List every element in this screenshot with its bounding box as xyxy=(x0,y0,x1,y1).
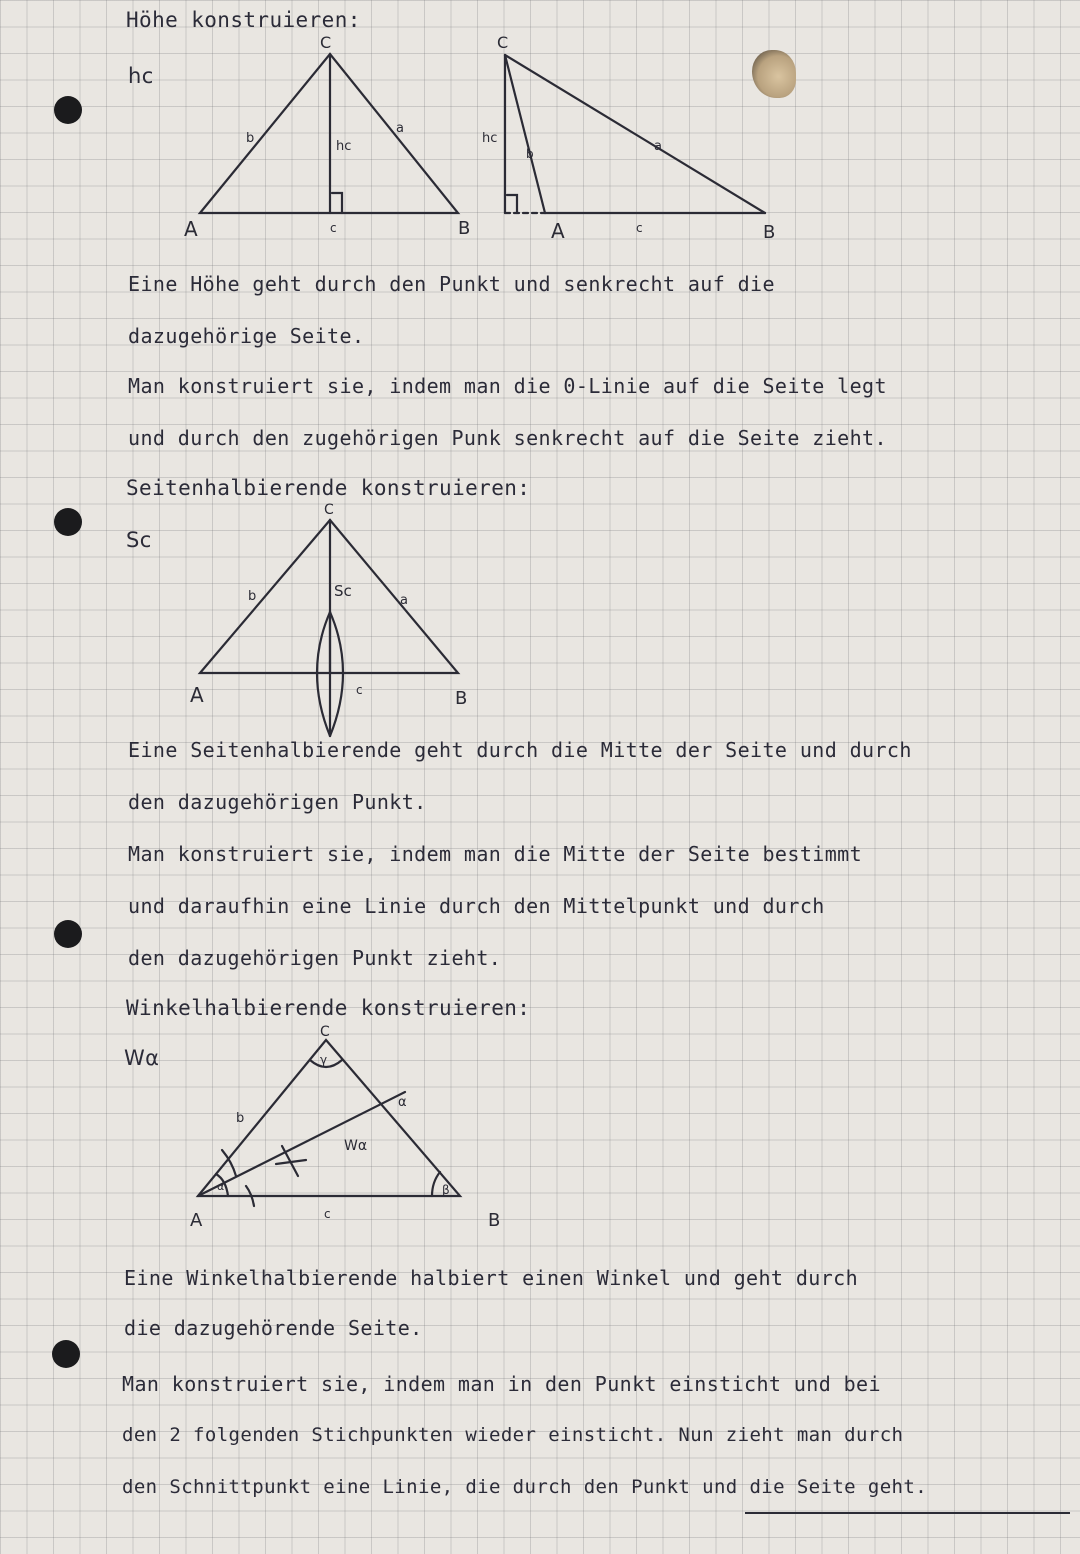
fig4-vertex-a: A xyxy=(190,1210,203,1231)
fig1-side-a: a xyxy=(396,121,404,136)
fig3-side-c: c xyxy=(356,683,363,697)
section3-line-4: den 2 folgenden Stichpunkten wieder einsticht. Nun zieht man durch xyxy=(122,1424,904,1446)
fig4-angle-beta: β xyxy=(442,1183,450,1197)
fig1-vertex-b: B xyxy=(458,218,471,239)
fig2-vertex-c: C xyxy=(497,33,509,52)
fig4-side-a: α xyxy=(398,1095,407,1110)
angle-bisector-line xyxy=(198,1092,405,1196)
fig3-side-a: a xyxy=(400,593,408,608)
fig4-bisector-label: Wα xyxy=(344,1138,368,1154)
fig2-altitude-label: hc xyxy=(482,131,498,146)
section1-heading: Höhe konstruieren: xyxy=(126,8,361,32)
section3-symbol: Wα xyxy=(124,1046,160,1070)
fig3-median-label: Sc xyxy=(334,582,352,600)
fig1-altitude-label: hc xyxy=(336,139,352,154)
fig2-side-b: b xyxy=(526,147,534,161)
fig2-side-a: a xyxy=(654,139,662,154)
section1-symbol: hc xyxy=(128,64,154,88)
fig1-side-b: b xyxy=(246,131,255,146)
fig4-vertex-b: B xyxy=(488,1210,501,1231)
section1-line-4: und durch den zugehörigen Punk senkrecht auf die Seite zieht. xyxy=(128,426,887,450)
section2-line-2: den dazugehörigen Punkt. xyxy=(128,790,427,814)
fig1-side-c: c xyxy=(330,221,337,235)
fig3-side-b: b xyxy=(248,589,257,604)
fig3-vertex-b: B xyxy=(455,688,468,709)
section2-line-5: den dazugehörigen Punkt zieht. xyxy=(128,946,502,970)
section3-line-2: die dazugehörende Seite. xyxy=(124,1316,423,1340)
fig4-vertex-c: C xyxy=(320,1024,330,1040)
section1-line-1: Eine Höhe geht durch den Punkt und senkrecht auf die xyxy=(128,272,775,296)
section3-line-3: Man konstruiert sie, indem man in den Punkt einsticht und bei xyxy=(122,1372,881,1396)
fig4-angle-alpha: α xyxy=(217,1180,225,1193)
section3-line-5: den Schnittpunkt eine Linie, die durch den Punkt und die Seite geht. xyxy=(122,1476,928,1498)
section1-line-2: dazugehörige Seite. xyxy=(128,324,365,348)
fig1-vertex-c: C xyxy=(320,33,332,52)
angle-arc-beta xyxy=(432,1172,440,1196)
fig4-side-b: b xyxy=(236,1111,245,1126)
section3-heading: Winkelhalbierende konstruieren: xyxy=(126,996,531,1020)
fig2-vertex-b: B xyxy=(763,222,776,243)
section3-line-1: Eine Winkelhalbierende halbiert einen Winkel und geht durch xyxy=(124,1266,859,1290)
section2-symbol: Sc xyxy=(126,528,152,552)
section2-line-3: Man konstruiert sie, indem man die Mitte der Seite bestimmt xyxy=(128,842,863,866)
section2-heading: Seitenhalbierende konstruieren: xyxy=(126,476,531,500)
section2-line-4: und daraufhin eine Linie durch den Mittelpunkt und durch xyxy=(128,894,825,918)
fig3-vertex-a: A xyxy=(190,683,204,707)
text-underline xyxy=(745,1512,1070,1514)
fig4-side-c: c xyxy=(324,1207,331,1221)
fig2-vertex-a: A xyxy=(551,219,565,243)
section2-line-1: Eine Seitenhalbierende geht durch die Mitte der Seite und durch xyxy=(128,738,912,762)
fig4-angle-gamma: γ xyxy=(320,1053,328,1067)
section1-line-3: Man konstruiert sie, indem man die 0-Linie auf die Seite legt xyxy=(128,374,887,398)
fig2-side-c: c xyxy=(636,221,643,235)
fig1-vertex-a: A xyxy=(184,217,198,241)
fig3-vertex-c: C xyxy=(324,502,334,518)
